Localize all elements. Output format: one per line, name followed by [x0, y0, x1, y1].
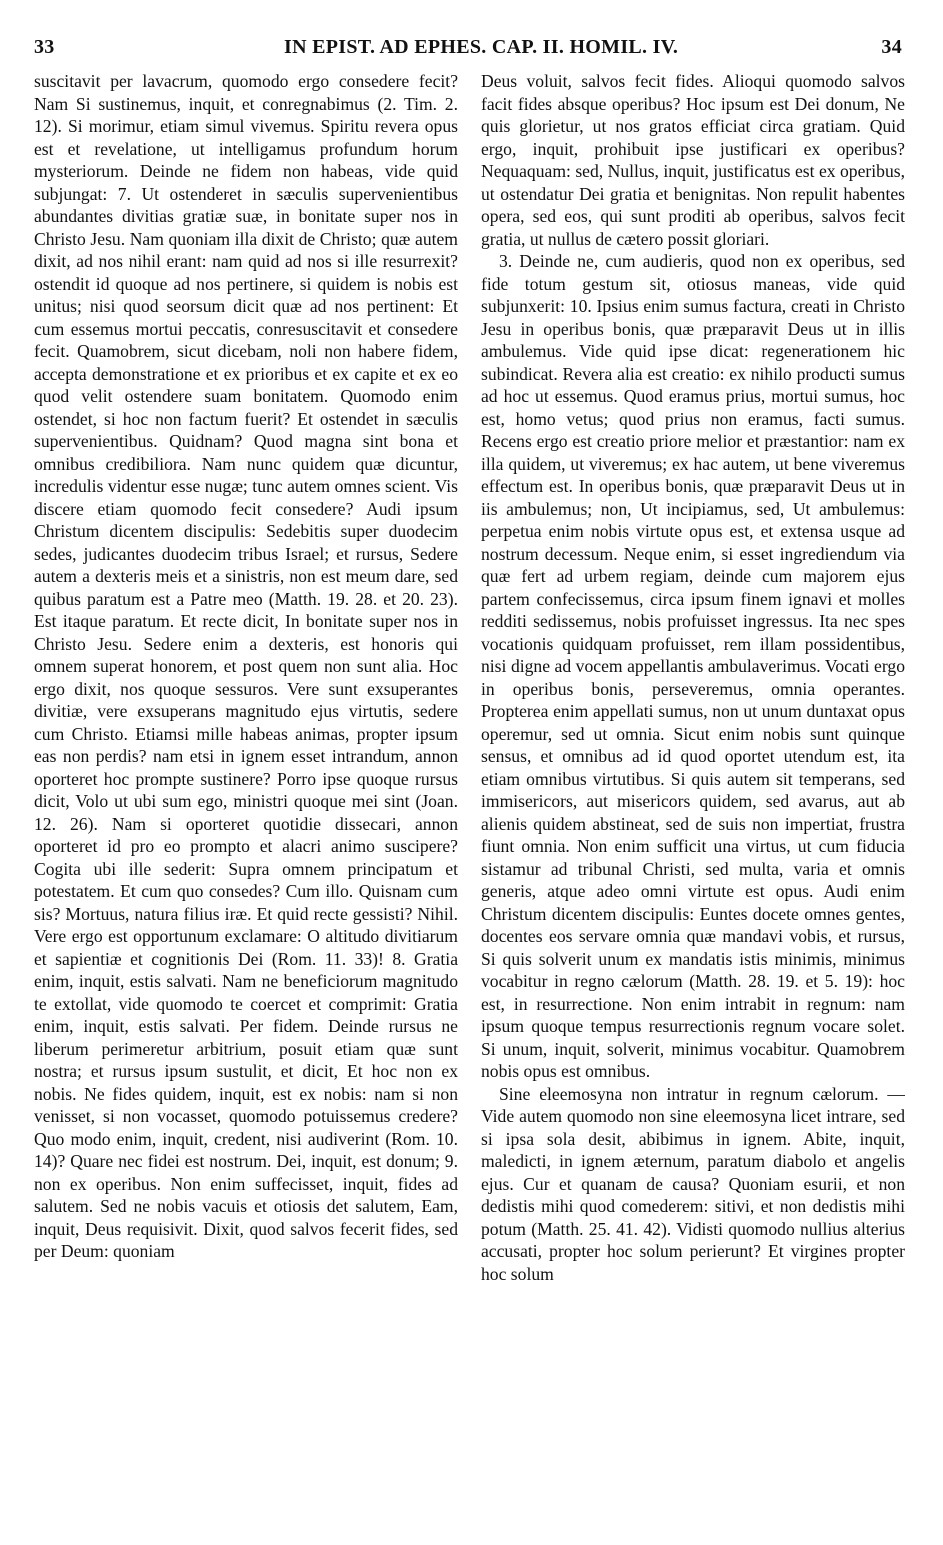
page-number-left: 33: [34, 36, 55, 58]
running-title: IN EPIST. AD EPHES. CAP. II. HOMIL. IV.: [284, 36, 679, 58]
running-header: [34, 36, 902, 62]
paragraph: Deus voluit, salvos fecit fides. Alioqui quomodo salvos facit fides absque operibus? Hoc ipsum est Dei donum, Ne quis glorietur, ut nos gratos efficiat circa gratiam. Quid ergo, inquit, prohibuit ipse justificari ex operibus? Nequaquam: sed, Nullus, inquit, justificatus est ex operibus, ut ostendatur Dei gratia et benignitas. Non repulit habentes opera, sed eos, qui sunt proditi ab operibus, salvos fecit gratia, ut nullus de cætero possit gloriari.: [481, 71, 905, 249]
page-number-right: 34: [881, 36, 902, 58]
paragraph: Sine eleemosyna non intratur in regnum cælorum. — Vide autem quomodo non sine eleemosyna licet intrare, sed si ipsa sola desit, abibimus in ignem. Abite, inquit, maledicti, in ignem æternum, paratum diabolo et angelis ejus. Cur et quanam de causa? Quoniam esurii, et non dedistis mihi quod comederem: sitivi, et non dedistis mihi potum (Matth. 25. 41. 42). Vidisti quomodo nullius alterius accusati, propter hoc solum perierunt? Et virgines propter hoc solum: [481, 1083, 905, 1284]
paragraph: suscitavit per lavacrum, quomodo ergo consedere fecit? Nam Si sustinemus, inquit, et conregnabimus (2. Tim. 2. 12). Si morimur, etiam simul vivemus. Spiritu revera opus est et revelatione, ut intelligamus profundum horum mysteriorum. Deinde ne fidem non habeas, vide quid subjungat: 7. Ut ostenderet in sæculis supervenientibus abundantes divitias gratiæ suæ, in bonitate super nos in Christo Jesu. Nam quoniam illa dixit de Christo; quæ autem dixit, ad nos nihil erant: nam quid ad nos si ille resurrexit? ostendit id quoque ad nos pertinere, si quidem is nobis est unitus; nisi quod seorsum dicit quæ ad nos pertinent: Et cum essemus mortui peccatis, conresuscitavit et consedere fecit. Quamobrem, sicut dicebam, noli non habere fidem, accepta demonstratione et ex prioribus et ex capite et ex eo quod velit ostendere suam bonitatem. Quomodo enim ostendet, si hoc non factum fuerit? Et ostendet in sæculis supervenientibus. Quidnam? Quod magna sint bona et omnibus credibiliora. Nam nunc quidem quæ dicuntur, incredulis videntur esse nugæ; tunc autem omnes scient. Vis discere etiam quomodo fecit consedere? Audi ipsum Christum dicentem discipulis: Sedebitis super duodecim sedes, judicantes duodecim tribus Israel; et rursus, Sedere autem a dexteris meis et a sinistris, non est meum dare, sed quibus paratum est a Patre meo (Matth. 19. 28. et 20. 23). Est itaque paratum. Et recte dicit, In bonitate super nos in Christo Jesu. Sedere enim a dexteris, est honoris qui omnem superat honorem, et post quem non sunt alia. Hoc ergo dixit, nos quoque sessuros. Vere sunt exsuperantes divitiæ, vere exsuperans magnitudo ejus virtutis, sedere cum Christo. Etiamsi mille habeas animas, propter ipsum eas non perdis? nam etsi in ignem esset intrandum, annon oporteret hoc prompte sustinere? Porro ipse quoque rursus dicit, Volo ut ubi sum ego, ministri quoque mei sint (Joan. 12. 26). Nam si oporteret quotidie dissecari, annon oporteret id pro eo prompto et alacri animo suscipere? Cogita ubi ille sederit: Supra omnem principatum et potestatem. Et cum quo consedes? Cum illo. Quisnam cum sis? Mortuus, natura filius iræ. Et quid recte gessisti? Nihil. Vere ergo est opportunum exclamare: O altitudo divitiarum et sapientiæ et cognitionis Dei (Rom. 11. 33)! 8. Gratia enim, inquit, estis salvati. Nam ne beneficiorum magnitudo te extollat, vide quomodo te coercet et comprimit: Gratia enim, inquit, estis salvati. Per fidem. Deinde rursus ne liberum perimeretur arbitrium, posuit etiam quæ sunt nostra; et rursus ipsum sustulit, et dicit, Et hoc non ex nobis. Ne fides quidem, inquit, est ex nobis: nam si non venisset, si non vocasset, quomodo potuissemus credere? Quo modo enim, inquit, credent, nisi audiverint (Rom. 10. 14)? Quare nec fidei est nostrum. Dei, inquit, est donum; 9. non ex operibus. Non enim suffecisset, inquit, fides ad salutem. Sed ne nobis vacuis et otiosis det salutem, Eam, inquit, Deus requisivit. Dixit, quod salvos fecerit fides, sed per Deum: quoniam: [34, 71, 458, 1261]
text-column-left: [34, 70, 458, 1530]
text-column-right: [481, 70, 905, 1530]
paragraph: 3. Deinde ne, cum audieris, quod non ex operibus, sed fide totum gestum sit, otiosus maneas, vide quid subjunxerit: 10. Ipsius enim sumus factura, creati in Christo Jesu in operibus bonis, quæ præparavit Deus ut in illis ambulemus. Vide quid ipse dicat: regenerationem hic subindicat. Revera alia est creatio: ex nihilo producti sumus ad hoc ut essemus. Quod eramus prius, mortui sumus, hoc est, homo vetus; quod prius non eramus, facti sumus. Recens ergo est creatio priore melior et præstantior: nam ex illa quidem, ut viveremus; ex hac autem, ut bene viveremus effectum est. In operibus bonis, quæ præparavit Deus ut in iis ambulemus; non, Ut incipiamus, sed, Ut ambulemus: perpetua enim nobis virtute opus est, et extensa usque ad nostrum decessum. Neque enim, si esset ingrediendum via quæ fert ad urbem regiam, deinde cum majorem ejus partem confecissemus, circa ipsum finem ignavi et molles redditi sedissemus, nobis profuisset ingressus. Ita nec spes vocationis quidquam profuisset, rem illam possidentibus, nisi digne ad vocem appellantis ambulaverimus. Vocati ergo in operibus bonis, perseveremus, omnia operantes. Propterea enim appellati sumus, non ut unum duntaxat opus operemur, sed ut omnia. Sicut enim nobis sunt quinque sensus, et omnibus ad id quod oportet utendum est, ita etiam omnibus virtutibus. Si quis autem sit temperans, sed immisericors, aut misericors quidem, sed avarus, aut ab alienis quidem abstineat, sed de suis non impertiat, frustra fiunt omnia. Non enim sufficit una virtus, ut cum fiducia sistamur ad tribunal Christi, sed multa, varia et omnis generis, atque adeo omni virtute est opus. Audi enim Christum dicentem discipulis: Euntes docete omnes gentes, docentes eos servare omnia quæ mandavi vobis, et rursus, Si quis solverit unum ex mandatis istis minimis, minimus vocabitur in regno cælorum (Matth. 28. 19. et 5. 19): hoc est, in resurrectione. Non enim intrabit in regnum: nam ipsum quoque tempus resurrectionis regnum vocare solet. Si unum, inquit, solverit, minimus vocabitur. Quamobrem nobis opus est omnibus.: [481, 251, 905, 1081]
